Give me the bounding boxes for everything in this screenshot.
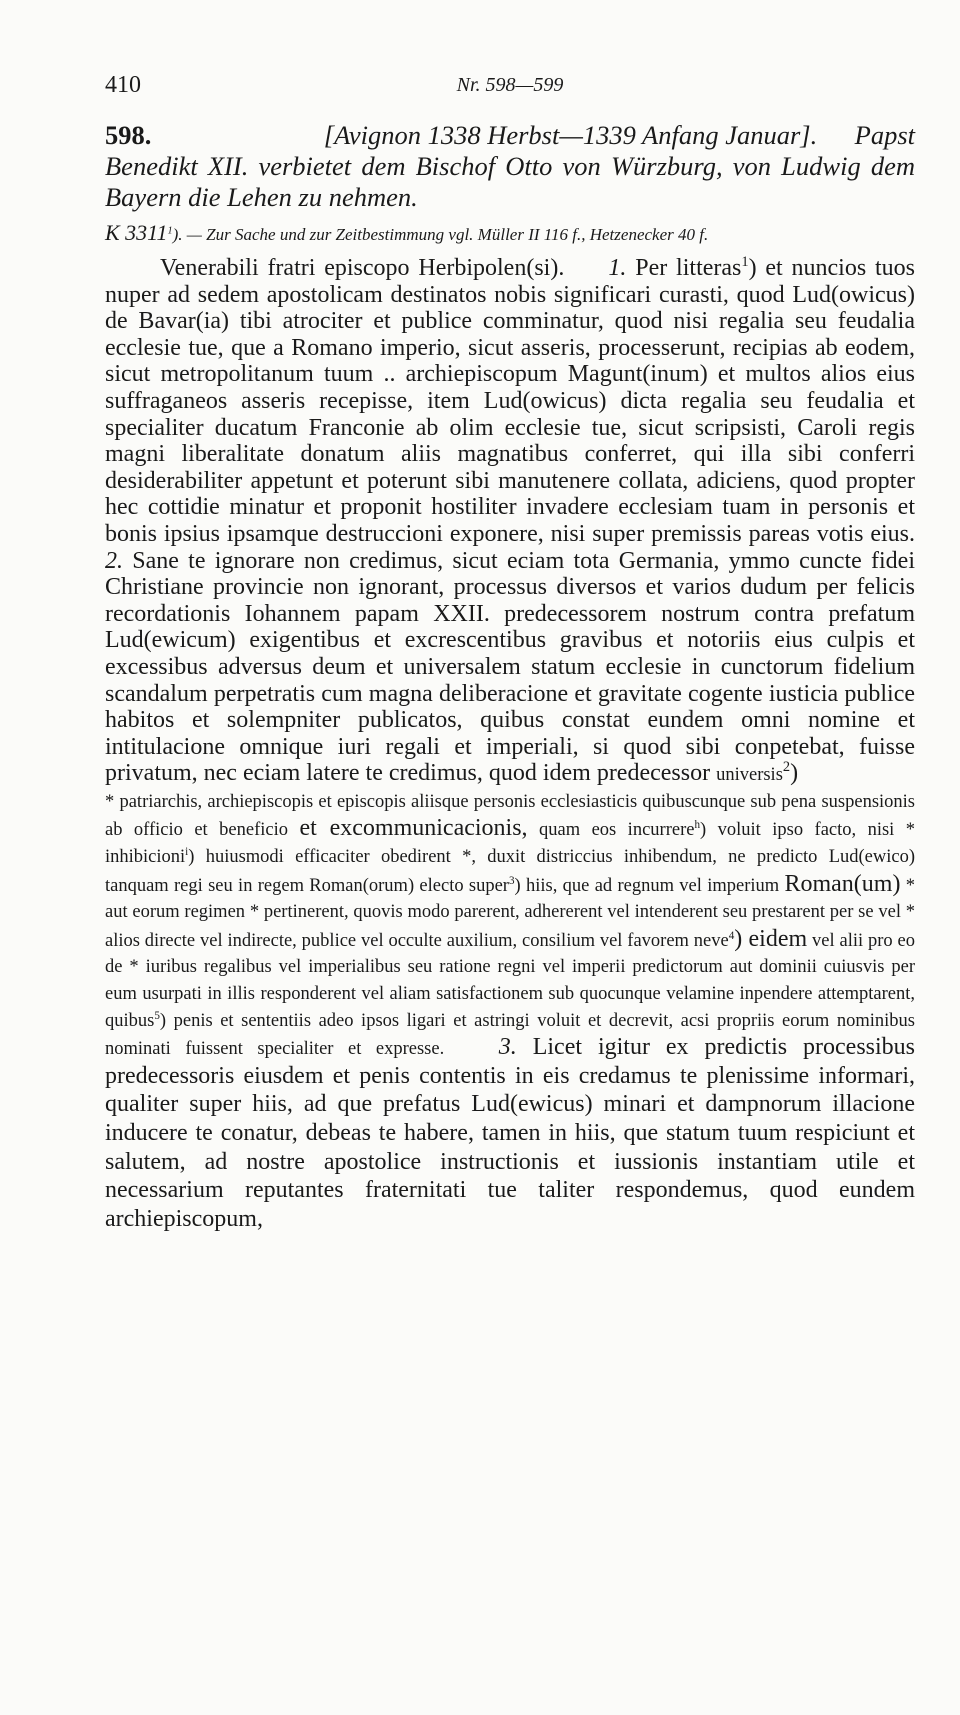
footnote-marker: 1 [741,254,749,270]
quote-text: * aut eorum regimen * pertinerent, quovis modo parerent, adhererent vel intenderent seu prestarent per se vel * alios directe vel indirecte, publice vel occulte auxilium, consilium vel favorem neve [105,875,915,951]
footnote-marker: 1 [167,225,173,237]
footnote-marker: h [694,819,700,832]
quote-text: et excommunicacionis, [299,815,528,842]
paragraph-text: ) et nuncios tuos nuper ad sedem apostolicam destinatos nobis significari curasti, quod Lud(owicus) de Bavar(ia) tibi atrociter et publice comminatur, quod nisi regalia seu feudalia ecclesie tue, que a Romano imperio, sicut asseris, processerunt, recipias ab eodem, sicut metropolitanum tuum .. archiepiscopum Magunt(inum) et multos alios eius suffraganeos asseris recepisse, item Lud(owicus) dicta regalia seu feudalia et specialiter ducatum Franconie ab olim ecclesie tue, sicut scripsisti, Caroli regis magni liberalitate donatum aliis magnatibus conferret, qui illa sibi conferri desiderabiliter appetunt et poterunt sibi manutenere collata, adiciens, quod propter hec cottidie minatur et proponit hostiliter invadere ecclesiam tuam in personis et bonis ipsius ipsamque destruccioni exponere, nisi super premissis pareas votis eius. [105,255,916,547]
quote-text: vel alii pro eo de * iuribus regalibus vel imperialibus seu ratione regni vel imperii predictorum aut dominii cuiusvis per eum usurpati in illis responderent vel aliam satisfactionem sub quocunque velamine inpendere attemptarent, quibus [105,930,915,1031]
quote-text: Roman(um) [784,870,901,897]
page-header [105,72,915,102]
paragraph-text: Licet igitur ex predictis processibus predecessoris eiusdem et penis contentis in eis credamus te plenissime informari, qualiter super hiis, ad que prefatus Lud(ewicus) minari et dampnorum illacione inducere te conatur, debeas te habere, tamen in hiis, que statum tuum respiciunt et salutem, ad nostre apostolice instructionis et iussionis instantiam utile et necessarium reputantes fraternitati tue taliter respondemus, quod eundem archiepiscopum, [105,1034,916,1232]
section-number: 2. [105,547,123,574]
quote-text: quam eos incurrere [539,820,695,841]
entry-number: 598. [105,120,152,150]
reference-text: ). — Zur Sache und zur Zeitbestimmung vgl. Müller II 116 f., Hetzenecker 40 f. [172,225,709,244]
footnote-marker: 3 [508,874,515,887]
paragraph-text: ) [790,760,799,787]
footnote-marker: i [185,845,189,858]
page-number: 410 [105,72,141,98]
quote-text: ) penis et sententiis adeo ipsos ligari et astringi voluit et decrevit, acsi propriis eorum nominibus nominati fuissent specialiter et expresse. [105,1010,915,1060]
entry-title: Papst Benedikt XII. verbietet dem Bischof Otto von Würzburg, von Ludwig dem Bayern die Lehen zu nehmen. [105,120,916,212]
quote-text: ) hiis, que ad regnum vel imperium [514,875,780,896]
paragraph-text: universis [716,765,783,786]
quote-text: * patriarchis, archiepiscopis et episcopis aliisque personis ecclesiasticis quibuscunque sub pena suspensionis ab officio et beneficio [105,791,915,841]
paragraph-main [105,255,915,789]
addressee: Venerabili fratri episcopo Herbipolen(si). [160,255,565,281]
quoted-passage [105,789,915,1235]
paragraph-text: Sane te ignorare non credimus, sicut eciam tota Germania, ymmo cuncte fidei Christiane provincie non ignorant, processus diversos et varios dudum per felicis recordationis Iohannem papam XXII. predecessorem nostrum contra prefatum Lud(ewicum) exigentibus et excrescentibus gravibus et notoriis eius culpis et excessibus adversus deum et universalem statum ecclesie in cunctorum fidelium scandalum perpetratis cum magna deliberacione et gravitate cogente iusticia publice habitos et solempniter publicatos, quibus constat eundem omni nomine et intitulacione omnique iuri regali et imperiali, si quod sibi conpetebat, fuisse privatum, nec eciam latere te credimus, quod idem predecessor [105,547,915,787]
section-number: 1. [608,255,627,281]
quote-text: ) voluit ipso facto, nisi * inhibicioni [105,820,916,868]
quote-text: ) huiusmodi efficaciter obedirent *, duxit districcius inhibendum, ne predicto Lud(ewico) tanquam regi seu in regem Roman(orum) electo super [105,847,915,896]
quote-text: ) eidem [734,925,808,952]
reference-line [105,221,915,247]
entry-date: [Avignon 1338 Herbst—1339 Anfang Januar]. [323,120,818,150]
footnote-marker: 5 [154,1009,160,1022]
footnote-marker: 2 [782,759,791,776]
footnote-marker: 4 [728,929,735,942]
running-title: Nr. 598—599 [456,74,564,96]
paragraph-text: Per litteras [635,255,742,281]
document-body [105,120,915,1234]
section-number: 3. [498,1034,517,1061]
register-number: K 3311 [105,220,168,245]
entry-heading [105,120,915,213]
